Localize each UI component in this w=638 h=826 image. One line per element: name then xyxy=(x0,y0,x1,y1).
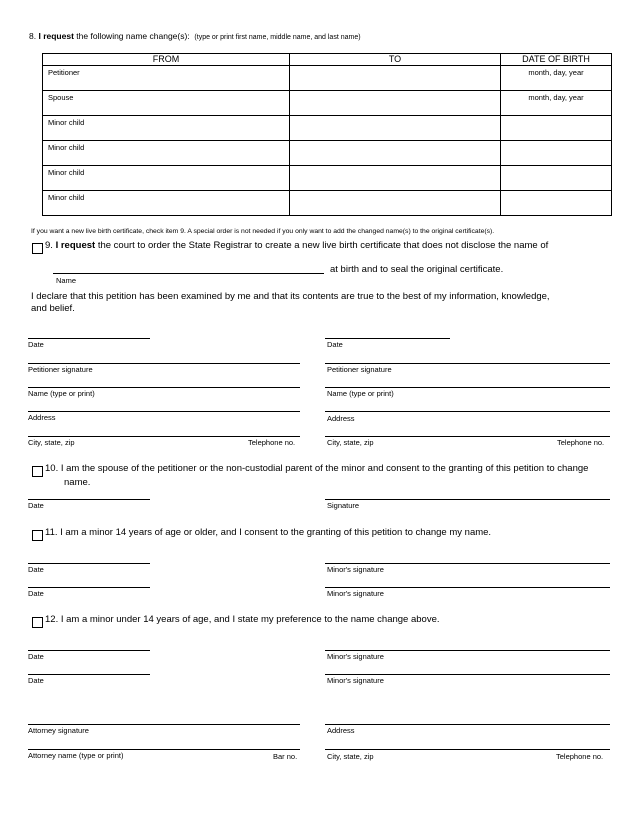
item-11-signature-label-1: Minor's signature xyxy=(327,565,384,574)
petitioner-signature-line-right[interactable] xyxy=(325,363,610,364)
to-cell-minor-3[interactable] xyxy=(290,166,501,191)
attorney-bar-label: Bar no. xyxy=(273,752,298,761)
header-to: TO xyxy=(290,54,501,66)
item-8-number: 8. xyxy=(29,31,37,41)
item-11-date-label-2: Date xyxy=(28,589,44,598)
item-9-name-label: Name xyxy=(56,276,77,285)
item-11-date-line-2[interactable] xyxy=(28,587,150,588)
petitioner-signature-label-left: Petitioner signature xyxy=(28,365,93,374)
item-11-signature-label-2: Minor's signature xyxy=(327,589,384,598)
from-cell-spouse[interactable] xyxy=(43,91,290,116)
item-10-text-2: name. xyxy=(64,477,91,488)
dob-hint: month, day, year xyxy=(528,93,584,102)
item-11-date-line-1[interactable] xyxy=(28,563,150,564)
date-line-right[interactable] xyxy=(325,338,450,339)
attorney-city-label: City, state, zip xyxy=(327,752,374,761)
table-row xyxy=(43,141,612,166)
from-cell-petitioner[interactable] xyxy=(43,66,290,91)
to-cell-petitioner[interactable] xyxy=(290,66,501,91)
item-9-note: If you want a new live birth certificate, check item 9. A special order is not needed if you only want to add the changed name(s) to the original certificate(s). xyxy=(31,228,495,235)
row-label: Minor child xyxy=(48,168,85,177)
item-11-text: 11. I am a minor 14 years of age or older, and I consent to the granting of this petition to change my name. xyxy=(45,527,492,538)
item-11-date-label-1: Date xyxy=(28,565,44,574)
row-label: Petitioner xyxy=(48,68,80,77)
attorney-address-line[interactable] xyxy=(325,724,610,725)
petitioner-signature-line-left[interactable] xyxy=(28,363,300,364)
item-11-signature-line-1[interactable] xyxy=(325,563,610,564)
city-line-right[interactable] xyxy=(325,436,610,437)
row-label: Minor child xyxy=(48,193,85,202)
to-cell-minor-4[interactable] xyxy=(290,191,501,216)
attorney-address-label: Address xyxy=(327,726,355,735)
city-label-left: City, state, zip xyxy=(28,438,75,447)
item-12-checkbox[interactable] xyxy=(32,617,43,628)
petitioner-signature-label-right: Petitioner signature xyxy=(327,365,392,374)
item-8-note: (type or print first name, middle name, and last name) xyxy=(194,34,361,41)
item-8-bold: I request xyxy=(38,31,74,41)
to-cell-minor-1[interactable] xyxy=(290,116,501,141)
dob-cell-petitioner[interactable] xyxy=(501,66,612,91)
row-label: Spouse xyxy=(48,93,74,102)
item-10-signature-line[interactable] xyxy=(325,499,610,500)
item-8-text: the following name change(s): xyxy=(76,31,190,41)
attorney-city-line[interactable] xyxy=(325,749,610,750)
name-line-right[interactable] xyxy=(325,387,610,388)
from-cell-minor-4[interactable] xyxy=(43,191,290,216)
item-9-checkbox[interactable] xyxy=(32,243,43,254)
item-9-name-line[interactable] xyxy=(53,273,324,274)
telephone-label-left: Telephone no. xyxy=(248,438,296,447)
item-10-date-line[interactable] xyxy=(28,499,150,500)
attorney-signature-label: Attorney signature xyxy=(28,726,89,735)
date-label-left: Date xyxy=(28,340,44,349)
item-11-signature-line-2[interactable] xyxy=(325,587,610,588)
city-line-left[interactable] xyxy=(28,436,300,437)
item-12-date-label-2: Date xyxy=(28,676,44,685)
item-8-heading xyxy=(29,31,361,41)
item-9-text xyxy=(45,240,548,251)
row-label: Minor child xyxy=(48,118,85,127)
item-11-checkbox[interactable] xyxy=(32,530,43,541)
item-12-date-line-2[interactable] xyxy=(28,674,150,675)
to-cell-spouse[interactable] xyxy=(290,91,501,116)
declaration-line-2: and belief. xyxy=(31,303,75,314)
address-line-right[interactable] xyxy=(325,411,610,412)
from-cell-minor-3[interactable] xyxy=(43,166,290,191)
dob-cell-spouse[interactable] xyxy=(501,91,612,116)
item-9-bold: I request xyxy=(55,240,96,251)
address-label-right: Address xyxy=(327,414,355,423)
item-12-signature-line-2[interactable] xyxy=(325,674,610,675)
attorney-name-label: Attorney name (type or print) xyxy=(28,751,124,760)
date-label-right: Date xyxy=(327,340,343,349)
dob-cell-minor-2[interactable] xyxy=(501,141,612,166)
telephone-label-right: Telephone no. xyxy=(557,438,605,447)
table-row xyxy=(43,91,612,116)
declaration-line-1: I declare that this petition has been examined by me and that its contents are true to the best of my information, knowledge, xyxy=(31,291,550,302)
table-row xyxy=(43,166,612,191)
attorney-signature-line[interactable] xyxy=(28,724,300,725)
city-label-right: City, state, zip xyxy=(327,438,374,447)
header-dob: DATE OF BIRTH xyxy=(501,54,612,66)
item-10-date-label: Date xyxy=(28,501,44,510)
address-line-left[interactable] xyxy=(28,411,300,412)
item-10-text-1: 10. I am the spouse of the petitioner or the non-custodial parent of the minor and consent to the granting of this petition to change xyxy=(45,463,589,474)
item-12-signature-label-1: Minor's signature xyxy=(327,652,384,661)
item-9-body: the court to order the State Registrar to create a new live birth certificate that does not disclose the name of xyxy=(97,240,549,251)
name-line-left[interactable] xyxy=(28,387,300,388)
name-label-right: Name (type or print) xyxy=(327,389,394,398)
table-row xyxy=(43,66,612,91)
item-10-checkbox[interactable] xyxy=(32,466,43,477)
from-cell-minor-1[interactable] xyxy=(43,116,290,141)
from-cell-minor-2[interactable] xyxy=(43,141,290,166)
item-12-signature-line-1[interactable] xyxy=(325,650,610,651)
item-9-text-2: at birth and to seal the original certificate. xyxy=(330,264,504,275)
item-12-date-line-1[interactable] xyxy=(28,650,150,651)
dob-cell-minor-1[interactable] xyxy=(501,116,612,141)
table-row xyxy=(43,191,612,216)
name-change-table xyxy=(42,53,612,216)
table-header-row xyxy=(43,54,612,66)
item-12-date-label-1: Date xyxy=(28,652,44,661)
item-10-signature-label: Signature xyxy=(327,501,360,510)
header-from: FROM xyxy=(43,54,290,66)
to-cell-minor-2[interactable] xyxy=(290,141,501,166)
name-label-left: Name (type or print) xyxy=(28,389,95,398)
dob-cell-minor-4[interactable] xyxy=(501,191,612,216)
attorney-telephone-label: Telephone no. xyxy=(556,752,604,761)
item-12-signature-label-2: Minor's signature xyxy=(327,676,384,685)
dob-cell-minor-3[interactable] xyxy=(501,166,612,191)
attorney-name-line[interactable] xyxy=(28,749,300,750)
table-row xyxy=(43,116,612,141)
row-label: Minor child xyxy=(48,143,85,152)
item-9-number: 9. xyxy=(45,240,53,251)
dob-hint: month, day, year xyxy=(528,68,584,77)
date-line-left[interactable] xyxy=(28,338,150,339)
item-12-text: 12. I am a minor under 14 years of age, and I state my preference to the name change above. xyxy=(45,614,440,625)
address-label-left: Address xyxy=(28,413,56,422)
